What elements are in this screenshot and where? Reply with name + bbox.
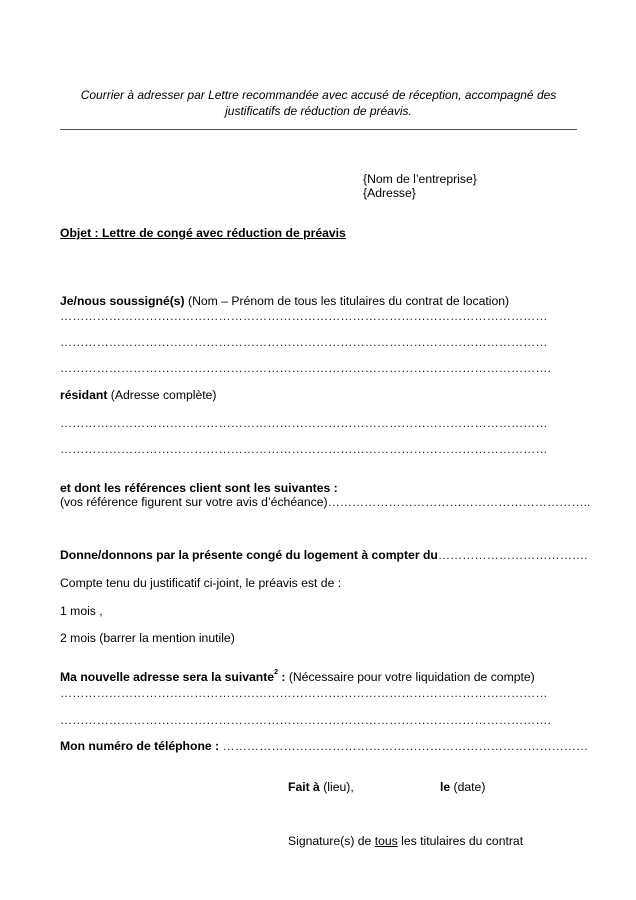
undersigned-label: Je/nous soussigné(s) <box>60 294 185 308</box>
header-instruction <box>60 88 577 119</box>
notice-dots: ………………………………. <box>437 548 588 562</box>
residence-label: résidant <box>60 388 108 402</box>
undersigned-line-3: …………………………………………………………………………………………………………. <box>60 361 551 375</box>
new-address-colon: : <box>277 670 286 684</box>
header-line-1: Courrier à adresser par Lettre recommandée avec accusé de réception, accompagné des <box>80 88 557 102</box>
new-address-line-2: …………………………………………………………………………………………………………. <box>60 713 551 727</box>
signature-after: les titulaires du contrat <box>397 834 524 848</box>
footnote-marker: 2 <box>274 669 278 676</box>
residence-line-1: ………………………………………………………………………………………………………… <box>60 416 548 430</box>
signature-before: Signature(s) de <box>288 834 375 848</box>
undersigned-heading <box>60 294 509 309</box>
references-line <box>60 495 590 510</box>
residence-hint: (Adresse complète) <box>107 388 217 402</box>
new-address-label: Ma nouvelle adresse sera la suivante <box>60 670 275 684</box>
signature-line <box>288 834 523 849</box>
subject-line: Objet : Lettre de congé avec réduction de préavis <box>60 226 346 240</box>
undersigned-hint: (Nom – Prénom de tous les titulaires du contrat de location) <box>184 294 510 308</box>
date-field <box>440 780 485 795</box>
undersigned-line-2: ………………………………………………………………………………………………………… <box>60 335 548 349</box>
new-address-line-1: ………………………………………………………………………………………………………… <box>60 686 548 700</box>
place-hint: (lieu), <box>319 780 354 794</box>
signature-emphasis: tous <box>374 834 398 848</box>
notice-line <box>60 548 588 563</box>
header-line-2: justificatifs de réduction de préavis. <box>225 103 412 118</box>
preavis-option-2: 2 mois (barrer la mention inutile) <box>60 631 235 645</box>
place-label: Fait à <box>288 780 320 794</box>
references-label: et dont les références client sont les suivantes : <box>60 481 338 495</box>
references-hint: (vos référence figurent sur votre avis d’échéance) <box>60 495 328 509</box>
notice-label: Donne/donnons par la présente congé du logement à compter du <box>60 548 438 562</box>
references-dots: ……………………………………………………….. <box>327 495 591 509</box>
new-address-heading <box>60 670 535 685</box>
phone-label: Mon numéro de téléphone : <box>60 739 220 753</box>
date-label: le <box>440 780 451 794</box>
residence-heading <box>60 388 216 403</box>
recipient-address: {Adresse} <box>363 186 416 200</box>
preavis-intro: Compte tenu du justificatif ci-joint, le préavis est de : <box>60 576 342 590</box>
new-address-hint: (Nécessaire pour votre liquidation de compte) <box>285 670 535 684</box>
phone-line <box>60 739 588 754</box>
place-field <box>288 780 354 795</box>
date-hint: (date) <box>450 780 486 794</box>
residence-line-2: ………………………………………………………………………………………………………… <box>60 442 548 456</box>
phone-dots: ……………………………………………………………………………… <box>219 739 589 753</box>
header-divider <box>60 129 577 130</box>
preavis-option-1: 1 mois , <box>60 604 103 618</box>
recipient-name: {Nom de l’entreprise} <box>363 172 477 186</box>
undersigned-line-1: ………………………………………………………………………………………………………… <box>60 309 548 323</box>
